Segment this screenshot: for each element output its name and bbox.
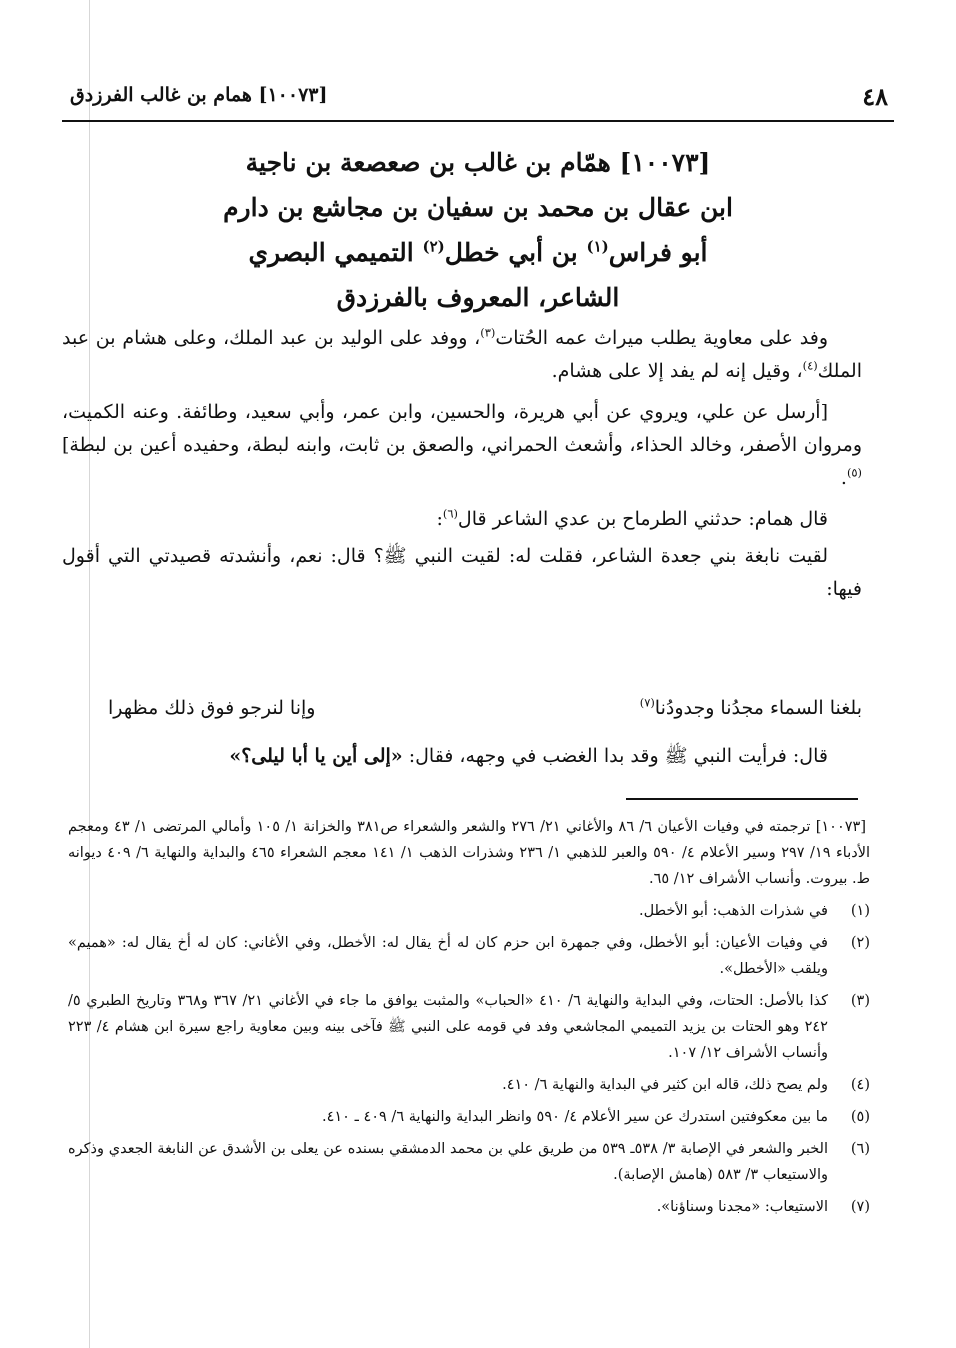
footnote: [68, 1194, 870, 1220]
footnote-marker[interactable]: (٣): [480, 325, 496, 340]
text-run: بلغنا السماء مجدُنا وجدودُنا: [654, 697, 862, 719]
footnote-separator: [626, 798, 858, 800]
footnote-text: في شذرات الذهب: أبو الأخطل.: [638, 903, 828, 919]
paragraph: [62, 503, 862, 536]
text-run: .: [840, 467, 847, 489]
footnote-number: (٤): [850, 1077, 870, 1093]
footnote-marker[interactable]: (٧): [639, 695, 655, 710]
poem-verse: [108, 688, 862, 728]
text-run: ، ووفد على الوليد بن عبد الملك، وعلى هشام بن عبد الملك: [62, 327, 862, 382]
footnote-marker[interactable]: (٦): [442, 506, 458, 521]
text-run: وفد على معاوية يطلب ميراث عمه الحُتات: [495, 327, 829, 349]
prophet-quote: «إلى أين يا أبا ليلى؟»: [229, 745, 403, 767]
footnote-number: (٢): [850, 935, 870, 951]
running-title: [١٠٠٧٣] همام بن غالب الفرزدق: [70, 84, 328, 106]
title-line-2: ابن عقال بن محمد بن سفيان بن مجاشع بن دارم: [223, 193, 733, 222]
title-line-4: الشاعر، المعروف بالفرزدق: [336, 283, 620, 312]
entry-title: [150, 140, 806, 320]
footnote-marker[interactable]: (٥): [846, 465, 862, 480]
page-number: ٤٨: [862, 82, 888, 111]
title-nisba: التميمي البصري: [248, 238, 423, 267]
footnote: [68, 1136, 870, 1188]
footnote: [68, 1104, 870, 1130]
footnote-marker[interactable]: (١): [586, 237, 609, 256]
footnote-marker[interactable]: (٤): [802, 358, 818, 373]
footnote-text: الاستيعاب: «مجدنا وسناؤنا».: [656, 1199, 828, 1215]
paragraph: [62, 738, 862, 774]
paragraph: لقيت نابغة بني جعدة الشاعر، فقلت له: لقيت النبي ﷺ؟ قال: نعم، وأنشدته قصيدتي التي أقول فيها:: [62, 545, 862, 600]
footnote-number: (٦): [850, 1141, 870, 1157]
text-run: [أرسل عن علي، ويروي عن أبي هريرة، والحسين، وابن عمر، وأبي سعيد، وطائفة. وعنه الكميت، ومروان الأصفر، وخالد الحذاء، وأشعث الحمراني، والصعق بن ثابت، وابنه لبطة، وحفيده أعين بن لبطة]: [62, 401, 862, 456]
footnote-number: (٥): [850, 1109, 870, 1125]
footnotes: [68, 814, 870, 1226]
footnote: [68, 898, 870, 924]
text-run: :: [436, 508, 443, 530]
footnote-text: ما بين معكوفتين استدرك عن سير الأعلام ٤/ ٥٩٠ وانظر البداية والنهاية ٦/ ٤٠٩ ـ ٤١٠.: [322, 1109, 828, 1125]
text-run: قال: فرأيت النبي ﷺ وقد بدا الغضب في وجهه، فقال:: [402, 745, 828, 767]
text-run: قال همام: حدثني الطرماح بن عدي الشاعر قال: [457, 508, 828, 530]
title-kunya: أبو فراس: [608, 238, 708, 267]
footnote-text: كذا بالأصل: الحتات، وفي البداية والنهاية ٦/ ٤١٠ «الحباب» والمثبت يوافق ما جاء في الأغاني ٢١/ ٣٦٧ و٣٦٨ وتاريخ الطبري ٥/ ٢٤٢ وهو الحتات بن يزيد التميمي المجاشعي وفد في قومه على النبي ﷺ فآخى بينه وبين معاوية راجع سيرة ابن هشام ٤/ ٢٢٣ وأنساب الأشراف ١٢/ ١٠٧.: [68, 993, 828, 1061]
main-text: [62, 322, 862, 614]
footnote-number: (٣): [850, 993, 870, 1009]
title-line-1: [١٠٠٧٣] همّام بن غالب بن صعصعة بن ناجية: [245, 148, 711, 177]
text-run: ، وقيل إنه لم يفد إلا على هشام.: [551, 360, 803, 382]
footnote-sources: [١٠٠٧٣] ترجمته في وفيات الأعيان ٦/ ٨٦ والأغاني ٢١/ ٢٧٦ والشعر والشعراء ص٣٨١ والخزانة ١/ ١٠٥ وأمالي المرتضى ١/ ٤٣ ومعجم الأدباء ١٩/ ٢٩٧ وسير الأعلام ٤/ ٥٩٠ والعبر للذهبي ١/ ٢٣٦ وشذرات الذهب ١/ ١٤١ معجم الشعراء ٤٦٥ والبداية والنهاية ٦/ ٤٠٩ ديوانه ط. بيروت. وأنساب الأشراف ١٢/ ٦٥.: [68, 819, 870, 887]
footnote-text: ولم يصح ذلك، قاله ابن كثير في البداية والنهاية ٦/ ٤١٠.: [502, 1077, 828, 1093]
footnote: [68, 1072, 870, 1098]
footnote-number: (٧): [850, 1199, 870, 1215]
title-line-3: [150, 230, 806, 275]
footnote-number: (١): [850, 903, 870, 919]
title-father: بن أبي خطل: [444, 238, 587, 267]
footnote-marker[interactable]: (٢): [422, 237, 445, 256]
verse-first-hemistich: [640, 688, 862, 728]
running-header: [62, 80, 894, 122]
paragraph: [62, 396, 862, 495]
footnote: [68, 988, 870, 1066]
footnote-text: الخبر والشعر في الإصابة ٣/ ٥٣٨ـ ٥٣٩ من طريق علي بن محمد الدمشقي بسنده عن يعلى بن الأشدق عن النابغة الجعدي وذكره والاستيعاب ٣/ ٥٨٣ (هامش الإصابة).: [68, 1141, 828, 1183]
footnote: [68, 930, 870, 982]
paragraph: [62, 322, 862, 388]
footnote-text: في وفيات الأعيان: أبو الأخطل، وفي جمهرة ابن حزم كان له أخ يقال له: الأخطل، وفي الأغاني: كان له أخ يقال له: «هميم» ويلقب «الأخطل».: [68, 935, 828, 977]
verse-second-hemistich: وإنا لنرجو فوق ذلك مظهرا: [108, 697, 316, 719]
